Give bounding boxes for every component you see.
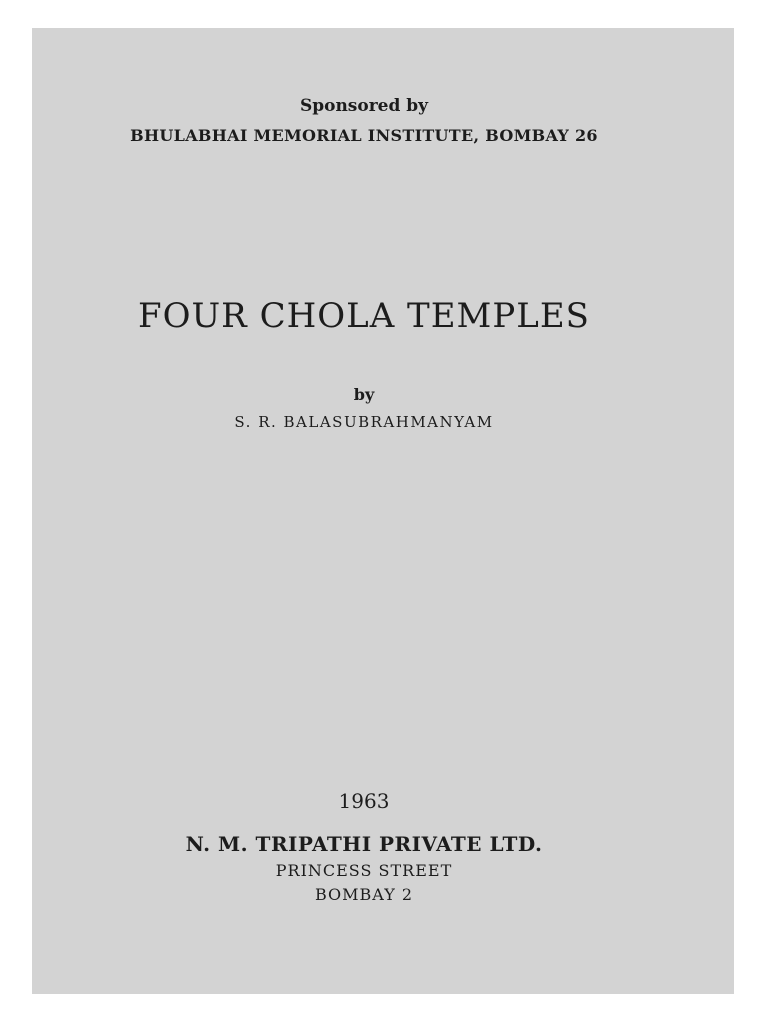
publisher-city: BOMBAY 2 bbox=[314, 885, 414, 904]
book-title-page bbox=[32, 28, 734, 994]
book-title: FOUR CHOLA TEMPLES bbox=[138, 296, 590, 336]
publisher-street: PRINCESS STREET bbox=[275, 861, 453, 880]
publisher-name: N. M. TRIPATHI PRIVATE LTD. bbox=[185, 832, 543, 856]
publication-year: 1963 bbox=[338, 789, 390, 813]
sponsor-institute: BHULABHAI MEMORIAL INSTITUTE, BOMBAY 26 bbox=[130, 126, 598, 145]
author-name: S. R. BALASUBRAHMANYAM bbox=[234, 413, 494, 431]
sponsored-by-label: Sponsored by bbox=[299, 96, 429, 116]
by-label: by bbox=[353, 385, 375, 404]
